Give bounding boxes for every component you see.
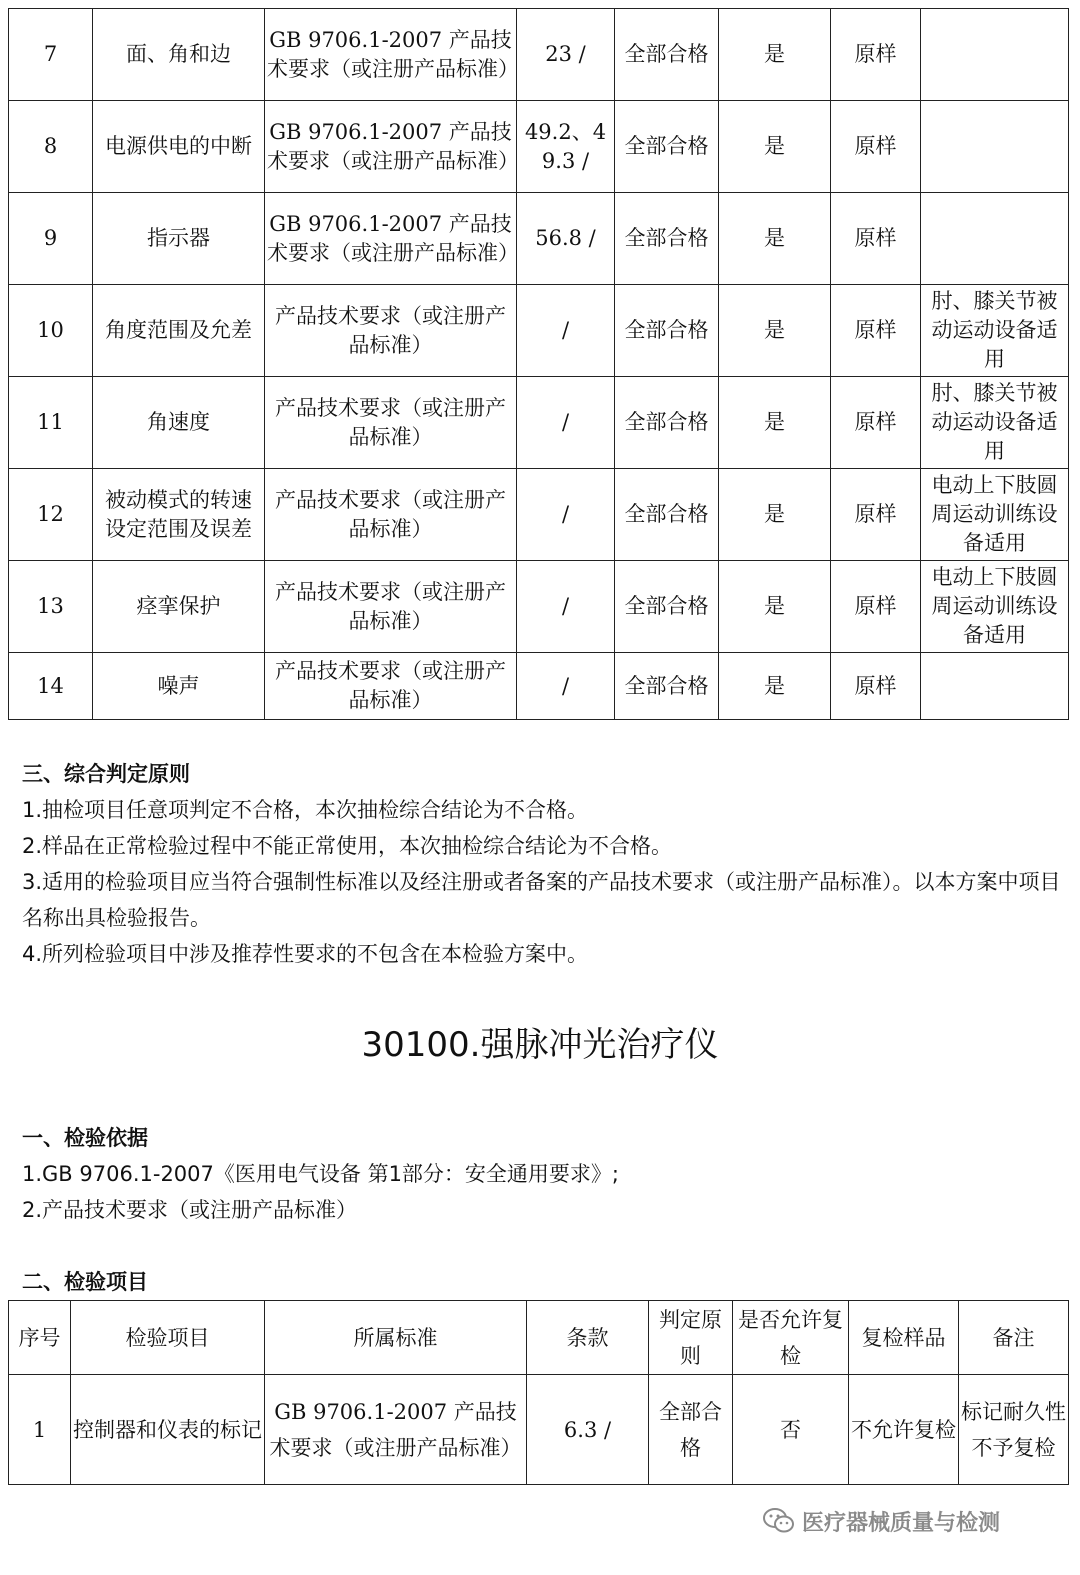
cell-item: 指示器 bbox=[93, 193, 265, 285]
cell-principle: 全部合格 bbox=[615, 9, 719, 101]
cell-standard: 产品技术要求（或注册产品标准） bbox=[265, 561, 517, 653]
cell-clause: 6.3 / bbox=[527, 1375, 649, 1485]
section-heading: 二、检验项目 bbox=[22, 1270, 148, 1294]
cell-principle: 全部合格 bbox=[615, 469, 719, 561]
cell-remark bbox=[921, 101, 1069, 193]
cell-principle: 全部合格 bbox=[649, 1375, 733, 1485]
inspection-items-section bbox=[22, 1264, 1062, 1300]
cell-remark bbox=[921, 9, 1069, 101]
cell-remark: 肘、膝关节被动运动设备适用 bbox=[921, 377, 1069, 469]
cell-principle: 全部合格 bbox=[615, 377, 719, 469]
cell-no: 7 bbox=[9, 9, 93, 101]
cell-clause: 49.2、49.3 / bbox=[517, 101, 615, 193]
cell-clause: 23 / bbox=[517, 9, 615, 101]
table-row bbox=[9, 469, 1069, 561]
cell-item: 角度范围及允差 bbox=[93, 285, 265, 377]
cell-remark bbox=[921, 653, 1069, 720]
cell-principle: 全部合格 bbox=[615, 101, 719, 193]
table-row bbox=[9, 285, 1069, 377]
cell-clause: / bbox=[517, 377, 615, 469]
cell-item: 控制器和仪表的标记 bbox=[71, 1375, 265, 1485]
table-header-row bbox=[9, 1301, 1069, 1375]
wechat-icon bbox=[762, 1506, 796, 1536]
cell-principle: 全部合格 bbox=[615, 561, 719, 653]
account-watermark bbox=[762, 1504, 1000, 1538]
header-sample: 复检样品 bbox=[849, 1301, 959, 1375]
judgment-principles-section bbox=[22, 756, 1062, 972]
cell-recheck: 是 bbox=[719, 469, 831, 561]
cell-sample: 原样 bbox=[831, 285, 921, 377]
basis-item: 1.GB 9706.1-2007《医用电气设备 第1部分：安全通用要求》; bbox=[22, 1162, 620, 1186]
cell-standard: GB 9706.1-2007 产品技术要求（或注册产品标准） bbox=[265, 9, 517, 101]
table-row bbox=[9, 1375, 1069, 1485]
document-title: 30100.强脉冲光治疗仪 bbox=[361, 1025, 719, 1065]
cell-sample: 不允许复检 bbox=[849, 1375, 959, 1485]
header-standard: 所属标准 bbox=[265, 1301, 527, 1375]
basis-item: 2.产品技术要求（或注册产品标准） bbox=[22, 1198, 358, 1222]
cell-remark: 肘、膝关节被动运动设备适用 bbox=[921, 285, 1069, 377]
cell-recheck: 是 bbox=[719, 193, 831, 285]
cell-no: 13 bbox=[9, 561, 93, 653]
cell-remark: 标记耐久性不予复检 bbox=[959, 1375, 1069, 1485]
inspection-basis-section bbox=[22, 1120, 1062, 1228]
cell-no: 9 bbox=[9, 193, 93, 285]
cell-sample: 原样 bbox=[831, 653, 921, 720]
cell-standard: 产品技术要求（或注册产品标准） bbox=[265, 377, 517, 469]
cell-recheck: 是 bbox=[719, 653, 831, 720]
cell-no: 10 bbox=[9, 285, 93, 377]
cell-recheck: 否 bbox=[733, 1375, 849, 1485]
cell-item: 噪声 bbox=[93, 653, 265, 720]
cell-remark bbox=[921, 193, 1069, 285]
cell-remark: 电动上下肢圆周运动训练设备适用 bbox=[921, 469, 1069, 561]
cell-standard: 产品技术要求（或注册产品标准） bbox=[265, 653, 517, 720]
cell-sample: 原样 bbox=[831, 9, 921, 101]
rule-item: 4.所列检验项目中涉及推荐性要求的不包含在本检验方案中。 bbox=[22, 942, 589, 966]
cell-no: 11 bbox=[9, 377, 93, 469]
header-no: 序号 bbox=[9, 1301, 71, 1375]
cell-sample: 原样 bbox=[831, 377, 921, 469]
cell-standard: 产品技术要求（或注册产品标准） bbox=[265, 285, 517, 377]
cell-remark: 电动上下肢圆周运动训练设备适用 bbox=[921, 561, 1069, 653]
section-heading: 一、检验依据 bbox=[22, 1126, 148, 1150]
cell-no: 14 bbox=[9, 653, 93, 720]
cell-sample: 原样 bbox=[831, 101, 921, 193]
cell-recheck: 是 bbox=[719, 101, 831, 193]
cell-item: 面、角和边 bbox=[93, 9, 265, 101]
table-row bbox=[9, 193, 1069, 285]
table-row bbox=[9, 377, 1069, 469]
cell-standard: GB 9706.1-2007 产品技术要求（或注册产品标准） bbox=[265, 101, 517, 193]
header-clause: 条款 bbox=[527, 1301, 649, 1375]
cell-principle: 全部合格 bbox=[615, 653, 719, 720]
cell-item: 角速度 bbox=[93, 377, 265, 469]
cell-sample: 原样 bbox=[831, 193, 921, 285]
cell-item: 被动模式的转速设定范围及误差 bbox=[93, 469, 265, 561]
cell-standard: 产品技术要求（或注册产品标准） bbox=[265, 469, 517, 561]
cell-recheck: 是 bbox=[719, 561, 831, 653]
table-row bbox=[9, 101, 1069, 193]
inspection-items-table bbox=[8, 1300, 1069, 1485]
cell-item: 痉挛保护 bbox=[93, 561, 265, 653]
cell-no: 1 bbox=[9, 1375, 71, 1485]
header-item: 检验项目 bbox=[71, 1301, 265, 1375]
rule-item: 3.适用的检验项目应当符合强制性标准以及经注册或者备案的产品技术要求（或注册产品标准）。以本方案中项目名称出具检验报告。 bbox=[22, 870, 1061, 930]
cell-clause: 56.8 / bbox=[517, 193, 615, 285]
cell-clause: / bbox=[517, 469, 615, 561]
cell-principle: 全部合格 bbox=[615, 285, 719, 377]
cell-item: 电源供电的中断 bbox=[93, 101, 265, 193]
inspection-table-continued bbox=[8, 8, 1069, 720]
watermark-text: 医疗器械质量与检测 bbox=[802, 1510, 1001, 1536]
header-principle: 判定原则 bbox=[649, 1301, 733, 1375]
cell-sample: 原样 bbox=[831, 469, 921, 561]
cell-no: 12 bbox=[9, 469, 93, 561]
table-row bbox=[9, 561, 1069, 653]
cell-standard: GB 9706.1-2007 产品技术要求（或注册产品标准） bbox=[265, 193, 517, 285]
cell-clause: / bbox=[517, 653, 615, 720]
cell-clause: / bbox=[517, 285, 615, 377]
header-recheck: 是否允许复检 bbox=[733, 1301, 849, 1375]
cell-principle: 全部合格 bbox=[615, 193, 719, 285]
cell-clause: / bbox=[517, 561, 615, 653]
header-remark: 备注 bbox=[959, 1301, 1069, 1375]
rule-item: 1.抽检项目任意项判定不合格，本次抽检综合结论为不合格。 bbox=[22, 798, 589, 822]
table-row bbox=[9, 9, 1069, 101]
cell-recheck: 是 bbox=[719, 285, 831, 377]
rule-item: 2.样品在正常检验过程中不能正常使用，本次抽检综合结论为不合格。 bbox=[22, 834, 673, 858]
table-row bbox=[9, 653, 1069, 720]
cell-recheck: 是 bbox=[719, 377, 831, 469]
section-heading: 三、综合判定原则 bbox=[22, 762, 190, 786]
cell-sample: 原样 bbox=[831, 561, 921, 653]
cell-no: 8 bbox=[9, 101, 93, 193]
cell-standard: GB 9706.1-2007 产品技术要求（或注册产品标准） bbox=[265, 1375, 527, 1485]
cell-recheck: 是 bbox=[719, 9, 831, 101]
